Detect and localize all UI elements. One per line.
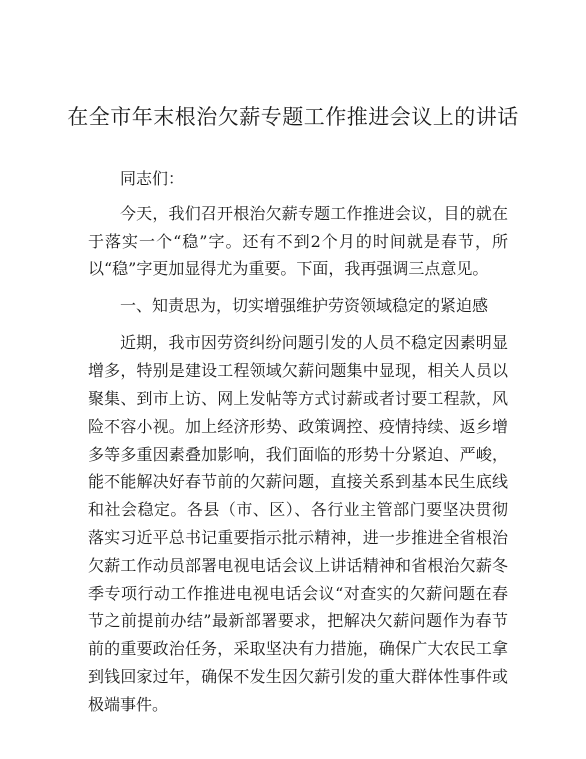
document-title: 在全市年末根治欠薪专题工作推进会议上的讲话 [67,105,519,129]
section-heading: 一、知责思为，切实增强维护劳资领域稳定的紧迫感 [120,296,489,316]
document-body [88,165,508,728]
intro-paragraph: 今天，我们召开根治欠薪专题工作推进会议，目的就在于落实一个“稳”字。还有不到2个月的时间就是春节，所以“稳”字更加显得尤为重要。下面，我再强调三点意见。 [88,203,508,279]
body-paragraph: 近期，我市因劳资纠纷问题引发的人员不稳定因素明显增多，特别是建设工程领域欠薪问题集中显现，相关人员以聚集、到市上访、网上发帖等方式讨薪或者讨要工程款，风险不容小视。加上经济形势、政策调控、疫情持续、返乡增多等多重因素叠加影响，我们面临的形势十分紧迫、严峻，能不能解决好春节前的欠薪问题，直接关系到基本民生底线和社会稳定。各县（市、区）、各行业主管部门要坚决贯彻落实习近平总书记重要指示批示精神，进一步推进全省根治欠薪工作动员部署电视电话会议上讲话精神和省根治欠薪冬季专项行动工作推进电视电话会议“对查实的欠薪问题在春节之前提前办结”最新部署要求，把解决欠薪问题作为春节前的重要政治任务，采取坚决有力措施，确保广大农民工拿到钱回家过年，确保不发生因欠薪引发的重大群体性事件或极端事件。 [88,333,508,714]
salutation: 同志们： [120,169,185,188]
